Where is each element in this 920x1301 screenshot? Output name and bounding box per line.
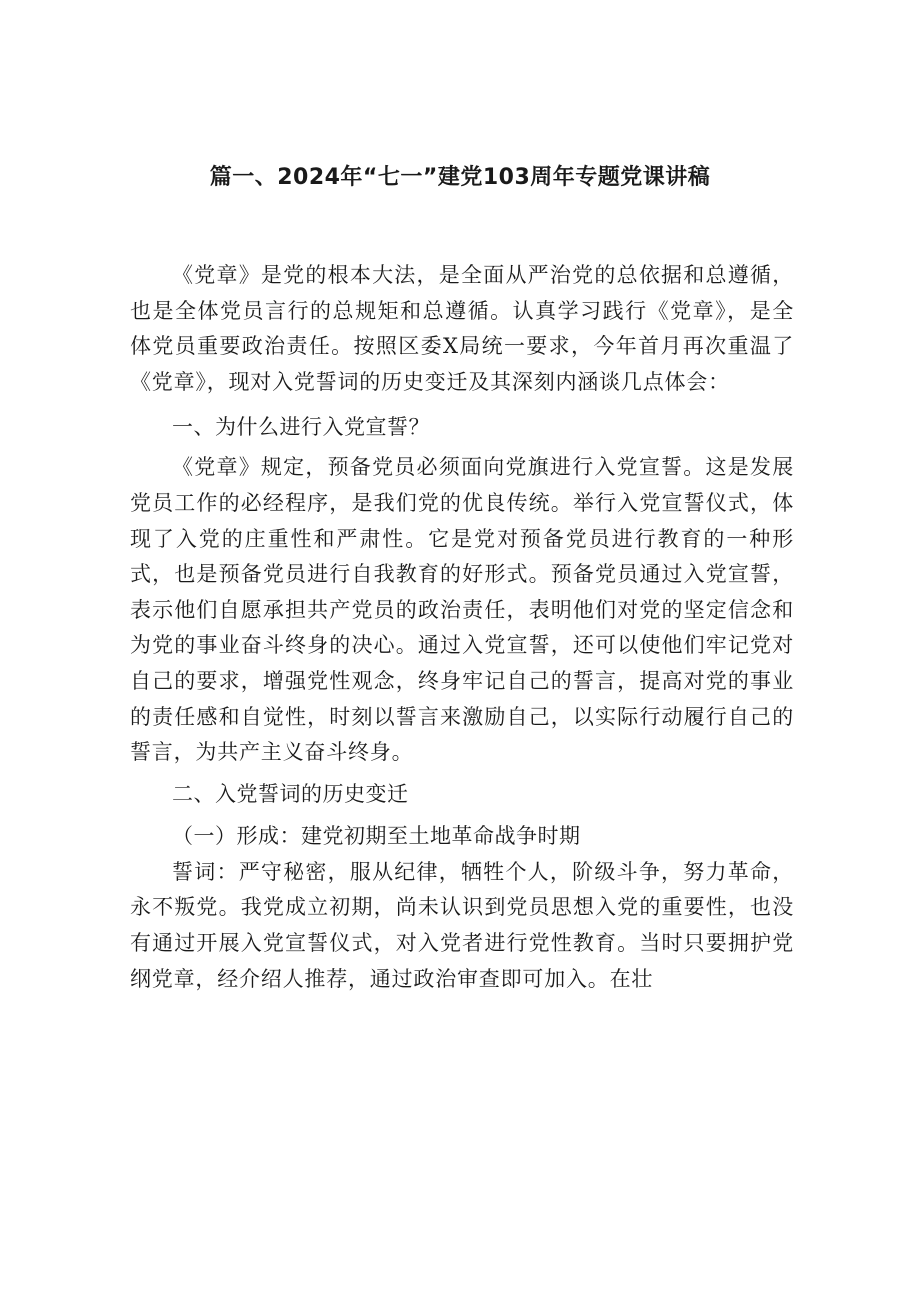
- section-2-subheading: （一）形成：建党初期至土地革命战争时期: [172, 823, 581, 848]
- intro-paragraph: 《党章》是党的根本大法，是全面从严治党的总依据和总遵循，也是全体党员言行的总规矩和总遵循。认真学习践行《党章》，是全体党员重要政治责任。按照区委X局统一要求，今年首月再次重温了《党章》，现对入党誓词的历史变迁及其深刻内涵谈几点体会：: [130, 263, 794, 394]
- document-title: 篇一、2024年“七一”建党103周年专题党课讲稿: [209, 165, 711, 190]
- section-2-paragraph: 誓词：严守秘密，服从纪律，牺牲个人，阶级斗争，努力革命，永不叛党。我党成立初期，尚未认识到党员思想入党的重要性，也没有通过开展入党宣誓仪式，对入党者进行党性教育。当时只要拥护党纲党章，经介绍人推荐，通过政治审查即可加入。在壮: [130, 859, 794, 991]
- section-2-heading: 二、入党誓词的历史变迁: [172, 781, 409, 806]
- section-1-heading: 一、为什么进行入党宣誓？: [172, 415, 430, 440]
- section-1-paragraph: 《党章》规定，预备党员必须面向党旗进行入党宣誓。这是发展党员工作的必经程序，是我们党的优良传统。举行入党宣誓仪式，体现了入党的庄重性和严肃性。它是党对预备党员进行教育的一种形式，也是预备党员进行自我教育的好形式。预备党员通过入党宣誓，表示他们自愿承担共产党员的政治责任，表明他们对党的坚定信念和为党的事业奋斗终身的决心。通过入党宣誓，还可以使他们牢记党对自己的要求，增强党性观念，终身牢记自己的誓言，提高对党的事业的责任感和自觉性，时刻以誓言来激励自己，以实际行动履行自己的誓言，为共产主义奋斗终身。: [130, 455, 794, 765]
- document-body: [130, 258, 794, 997]
